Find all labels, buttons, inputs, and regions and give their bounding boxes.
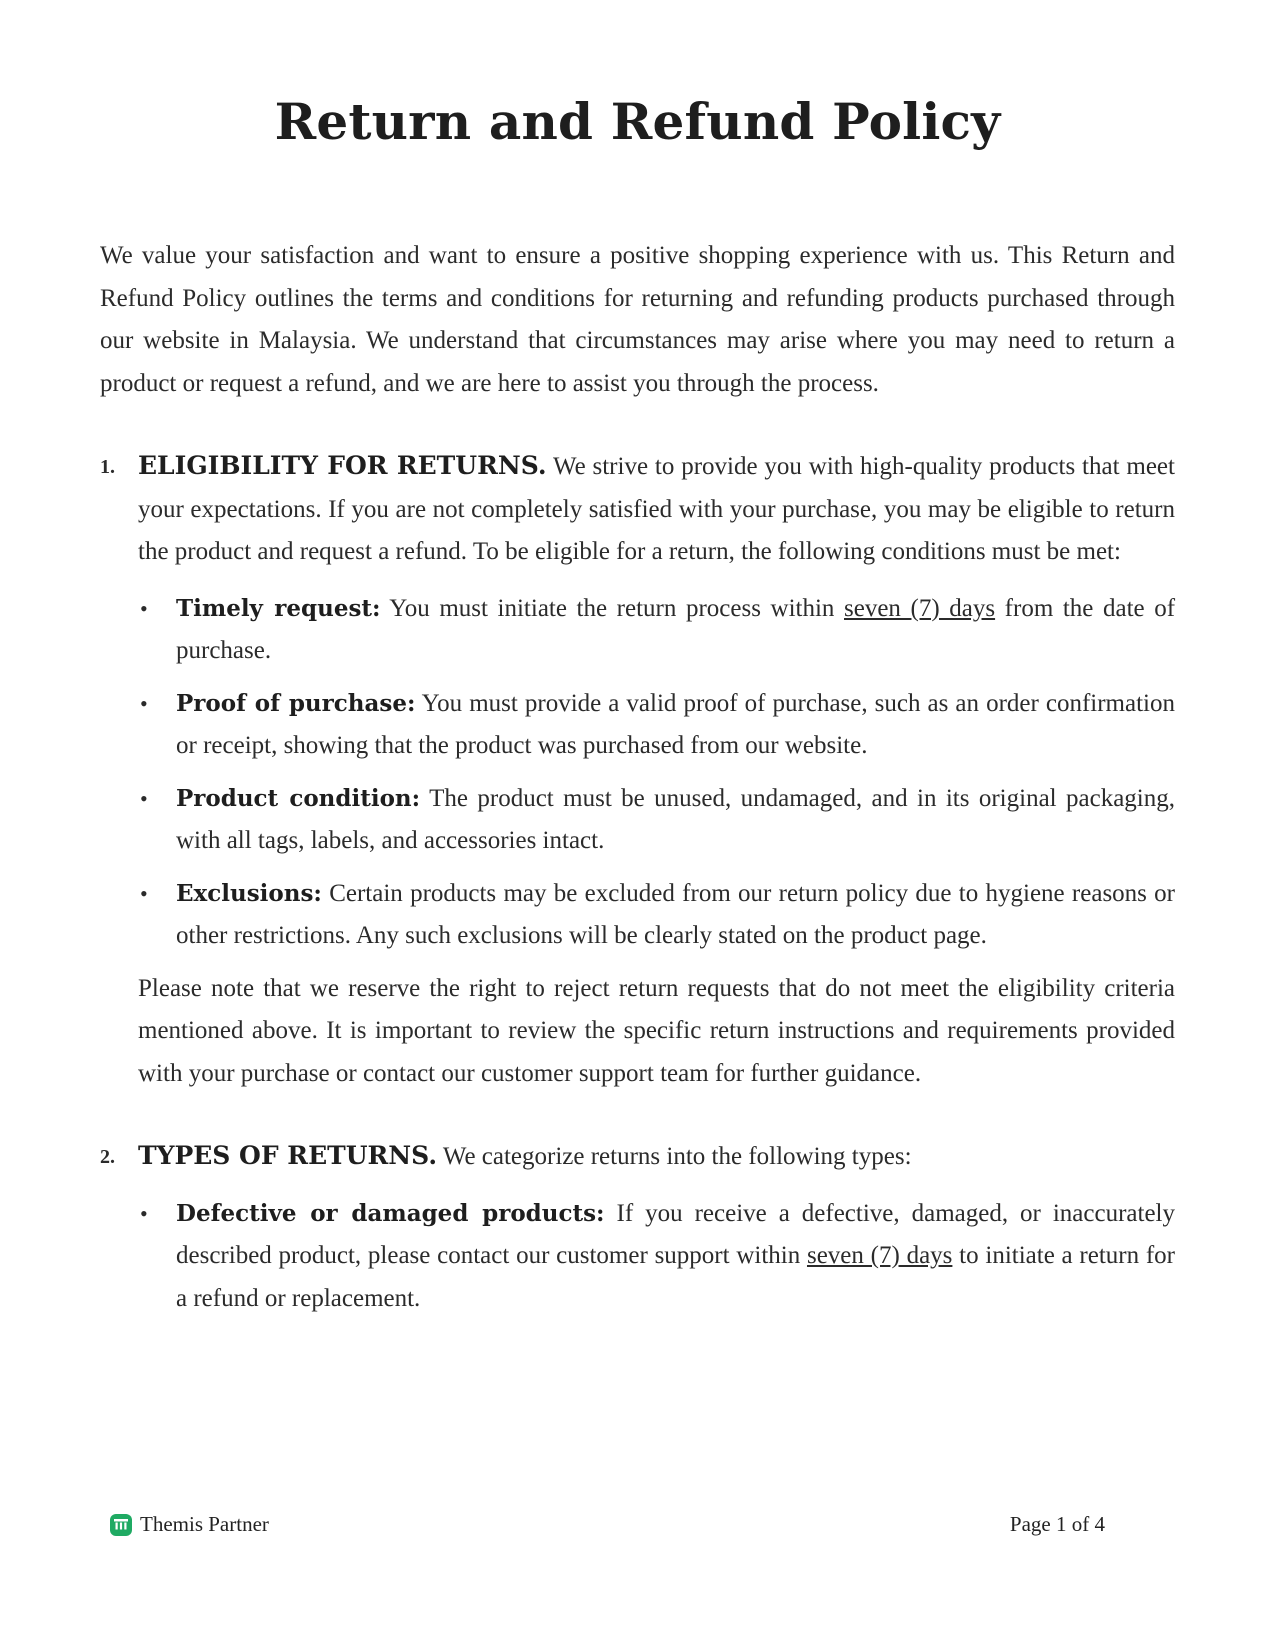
bullet-item-timely-request bbox=[138, 588, 1175, 673]
bullet-lead: Timely request: bbox=[176, 594, 381, 622]
bullet-icon: • bbox=[140, 785, 148, 811]
bullet-lead: Defective or damaged products: bbox=[176, 1199, 605, 1227]
section-number: 1. bbox=[100, 456, 115, 478]
themis-logo-icon bbox=[110, 1514, 132, 1536]
underlined-term: seven (7) days bbox=[844, 594, 996, 622]
bullet-list bbox=[138, 588, 1175, 958]
bullet-text: The product must be unused, undamaged, and in its original packaging, with all tags, labels, and accessories intact. bbox=[176, 784, 1175, 854]
section-heading: ELIGIBILITY FOR RETURNS. bbox=[138, 451, 547, 480]
bullet-lead: Product condition: bbox=[176, 784, 421, 812]
section-types-of-returns bbox=[100, 1135, 1175, 1320]
section-paragraph bbox=[138, 1135, 1175, 1179]
section-eligibility bbox=[100, 445, 1175, 1095]
bullet-text: If you receive a defective, damaged, or inaccurately described product, please contact our customer support within bbox=[176, 1199, 1175, 1269]
bullet-item-defective-products bbox=[138, 1193, 1175, 1321]
bullet-text: to initiate a return for a refund or replacement. bbox=[176, 1242, 1176, 1312]
bullet-list bbox=[138, 1193, 1175, 1321]
bullet-icon: • bbox=[140, 1200, 148, 1226]
document-body bbox=[100, 235, 1175, 1330]
page-title: Return and Refund Policy bbox=[274, 92, 1001, 151]
section-paragraph bbox=[138, 445, 1175, 574]
page-number: Page 1 of 4 bbox=[1009, 1512, 1105, 1536]
bullet-text: You must provide a valid proof of purchase, such as an order confirmation or receipt, showing that the product was purchased from our website. bbox=[176, 689, 1175, 759]
bullet-item-proof-of-purchase bbox=[138, 683, 1175, 768]
underlined-term: seven (7) days bbox=[806, 1242, 953, 1269]
bullet-icon: • bbox=[140, 595, 148, 621]
footer-brand-name: Themis Partner bbox=[140, 1512, 269, 1536]
bullet-lead: Proof of purchase: bbox=[176, 689, 416, 717]
section-heading: TYPES OF RETURNS. bbox=[138, 1141, 438, 1170]
section-note: Please note that we reserve the right to reject return requests that do not meet the eligibility criteria mentioned above. It is important to review the specific return instructions and requirements provided with your purchase or contact our customer support team for further guidance. bbox=[138, 974, 1175, 1087]
bullet-icon: • bbox=[140, 690, 148, 716]
footer-brand bbox=[110, 1512, 269, 1537]
section-text: We categorize returns into the following types: bbox=[442, 1143, 912, 1170]
bullet-icon: • bbox=[140, 880, 148, 906]
bullet-text: You must initiate the return process within bbox=[389, 594, 835, 622]
bullet-lead: Exclusions: bbox=[176, 879, 322, 907]
bullet-text: Certain products may be excluded from our return policy due to hygiene reasons or other restrictions. Any such exclusions will be clearly stated on the product page. bbox=[176, 879, 1176, 949]
section-number: 2. bbox=[100, 1146, 115, 1168]
bullet-item-exclusions bbox=[138, 873, 1175, 958]
intro-paragraph: We value your satisfaction and want to ensure a positive shopping experience with us. This Return and Refund Policy outlines the terms and conditions for returning and refunding products purchased through our website in Malaysia. We understand that circumstances may arise where you may need to return a product or request a refund, and we are here to assist you through the process. bbox=[100, 242, 1175, 397]
section-text: We strive to provide you with high-quality products that meet your expectations. If you are not completely satisfied with your purchase, you may be eligible to return the product and request a refund. To be eligible for a return, the following conditions must be met: bbox=[138, 453, 1175, 565]
bullet-item-product-condition bbox=[138, 778, 1175, 863]
bullet-text: from the date of purchase. bbox=[176, 594, 1176, 664]
sections-list bbox=[100, 445, 1175, 1320]
